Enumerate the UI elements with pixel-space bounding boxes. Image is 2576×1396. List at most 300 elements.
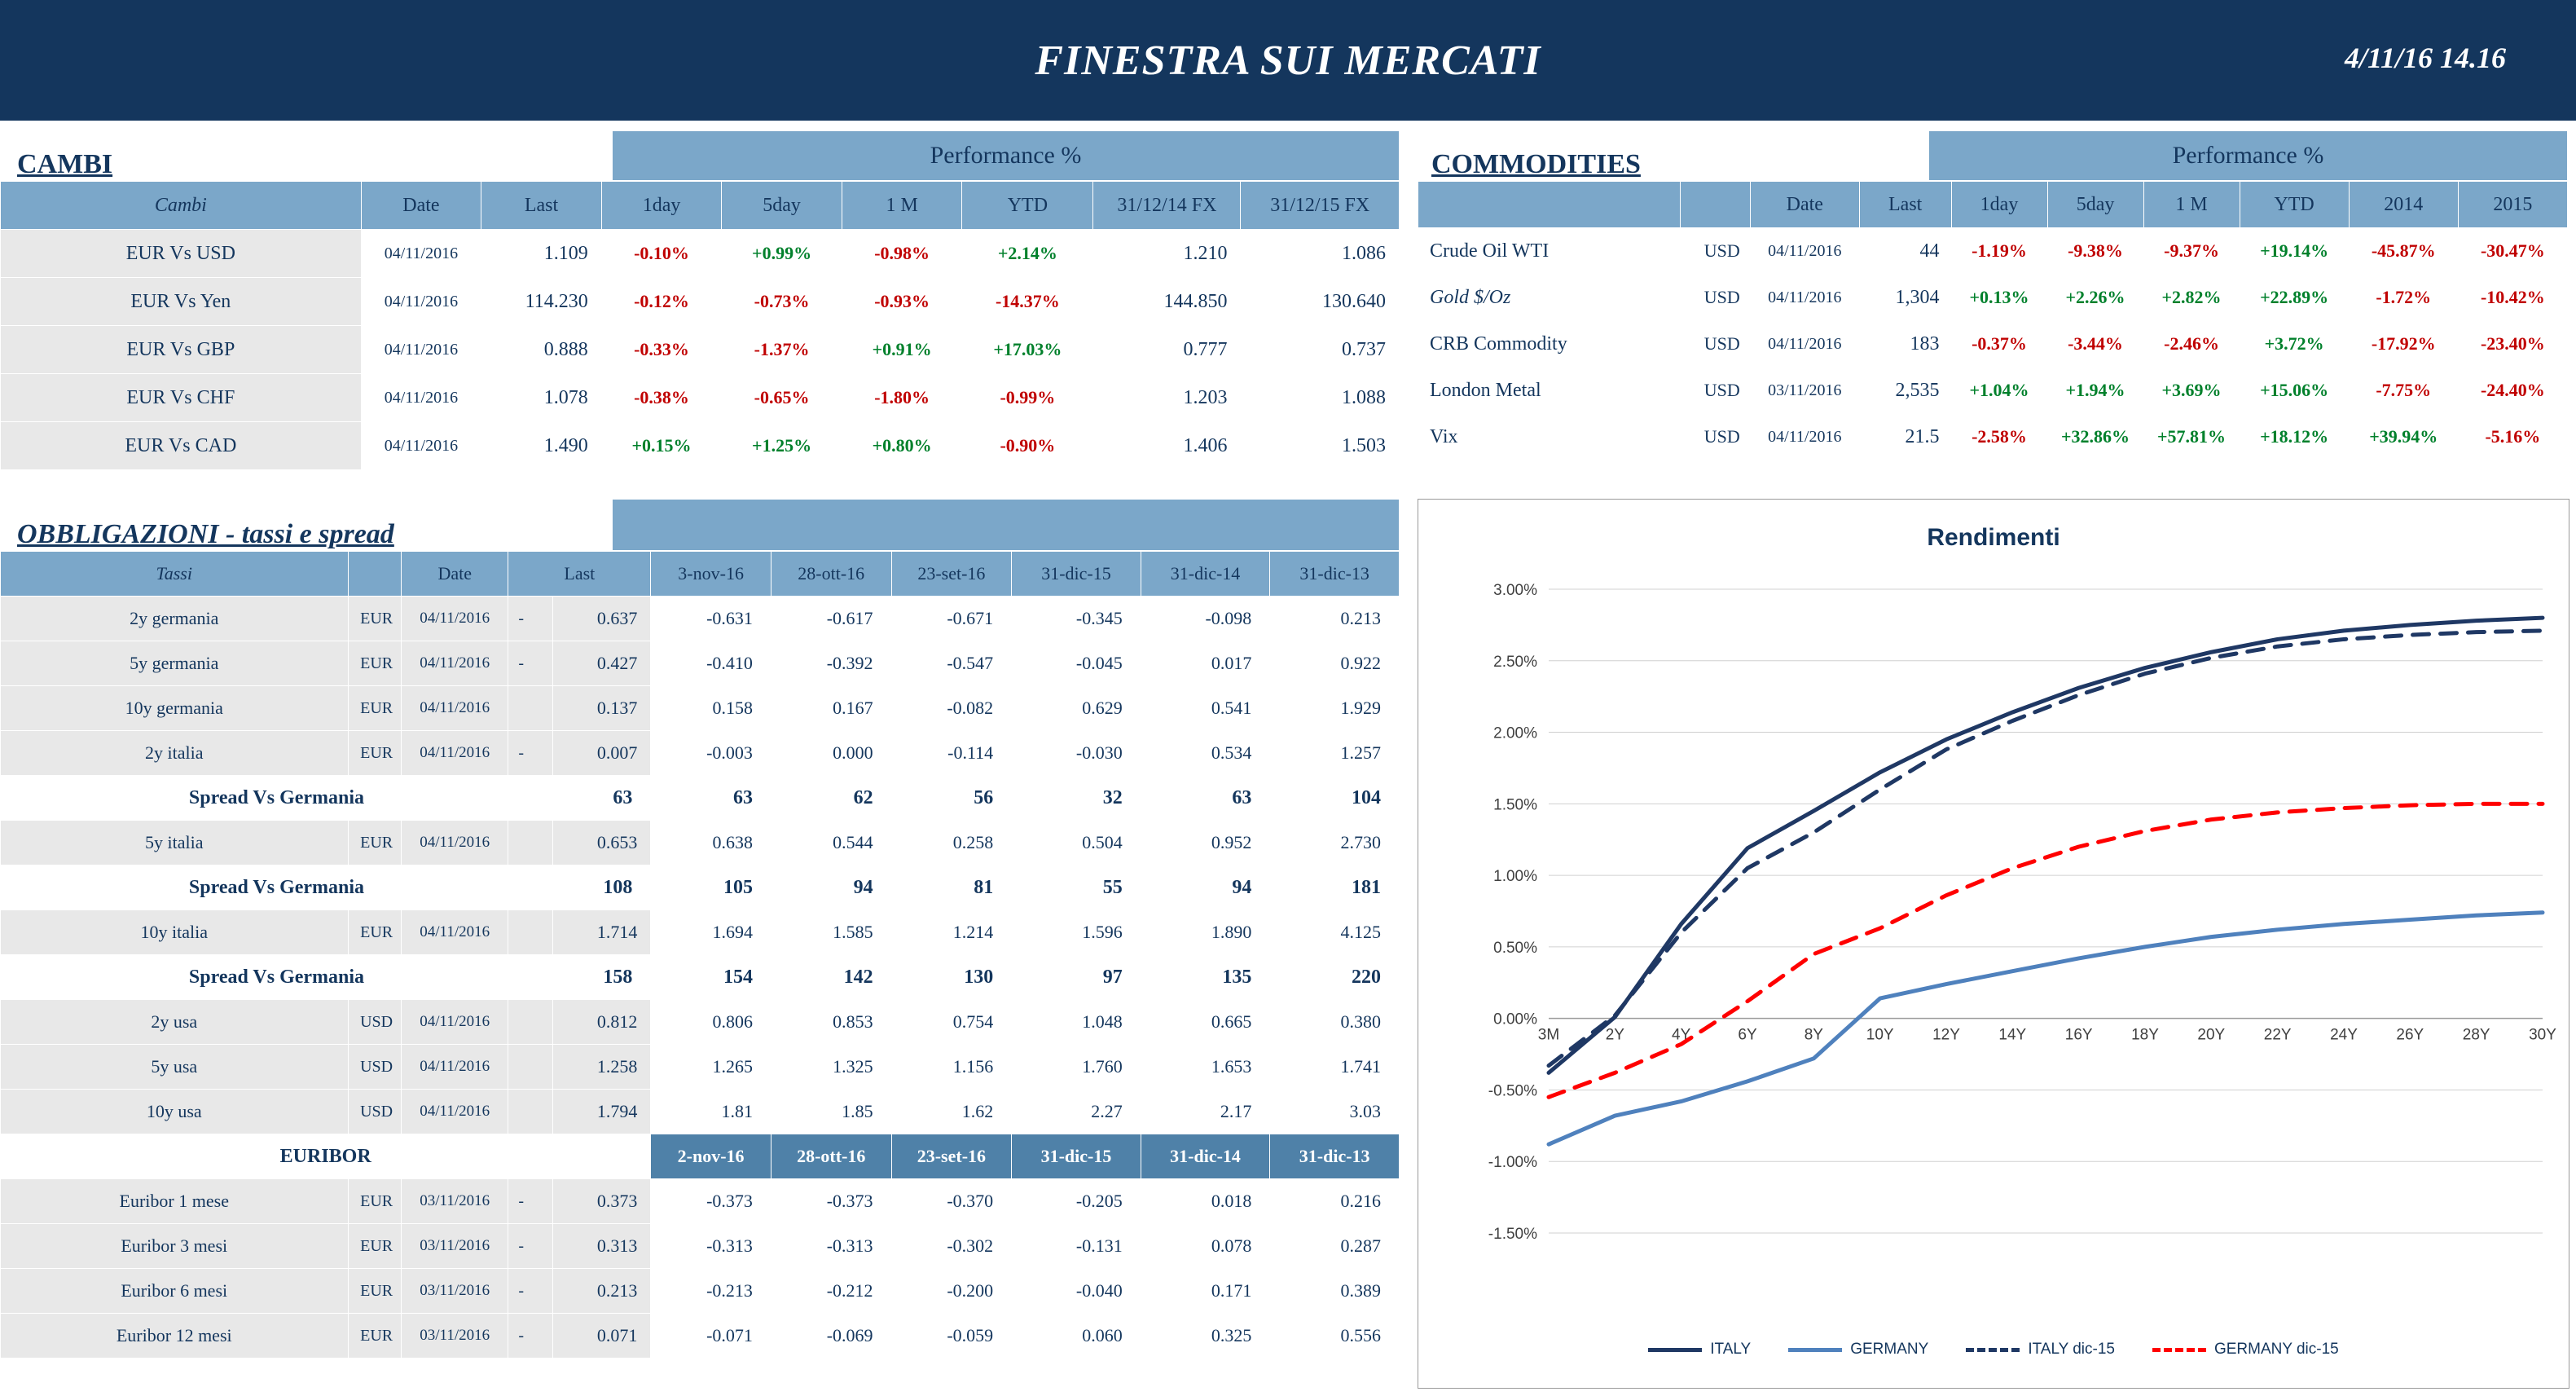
commodity-1m: +57.81% <box>2143 414 2240 460</box>
obb-row-sign: - <box>508 641 553 686</box>
cambi-row-1day: +0.15% <box>601 422 722 470</box>
obb-row-sign <box>508 1045 553 1090</box>
svg-text:-1.50%: -1.50% <box>1488 1226 1537 1243</box>
spread-c2: 142 <box>771 955 891 1000</box>
cambi-row-name: EUR Vs USD <box>1 230 362 278</box>
obb-col-c3: 23-set-16 <box>891 552 1012 597</box>
spread-c6: 220 <box>1270 955 1400 1000</box>
euribor-row-c1: -0.313 <box>651 1224 771 1269</box>
obb-row-c3: 1.156 <box>891 1045 1012 1090</box>
obb-col-c2: 28-ott-16 <box>771 552 891 597</box>
spread-c1: 63 <box>651 776 771 821</box>
euribor-row-date: 03/11/2016 <box>402 1269 508 1314</box>
euribor-row-sign: - <box>508 1179 553 1224</box>
cambi-row-fx14: 1.210 <box>1093 230 1241 278</box>
cambi-col-1m: 1 M <box>842 182 962 230</box>
commodity-ytd: +22.89% <box>2240 275 2349 321</box>
spread-c4: 55 <box>1012 865 1141 910</box>
legend-label-italy-dic15: ITALY dic-15 <box>2028 1341 2115 1358</box>
spread-c6: 181 <box>1270 865 1400 910</box>
page-title: FINESTRA SUI MERCATI <box>1035 37 1541 84</box>
obb-row-c5: 0.665 <box>1141 1000 1270 1045</box>
obb-row-cur: EUR <box>348 910 402 955</box>
obb-row-c5: 0.952 <box>1141 821 1270 865</box>
svg-text:-1.00%: -1.00% <box>1488 1154 1537 1172</box>
commodity-5day: -3.44% <box>2047 321 2143 368</box>
commodity-last: 1,304 <box>1859 275 1951 321</box>
cambi-row-ytd: -0.90% <box>962 422 1093 470</box>
commodity-2014: -45.87% <box>2349 228 2458 275</box>
obb-row-cur: USD <box>348 1045 402 1090</box>
cambi-row-date: 04/11/2016 <box>361 422 481 470</box>
obb-row-c1: -0.410 <box>651 641 771 686</box>
obb-row-c4: 1.760 <box>1012 1045 1141 1090</box>
commodity-1m: +2.82% <box>2143 275 2240 321</box>
euribor-row-c6: 0.216 <box>1270 1179 1400 1224</box>
obb-row-c4: -0.345 <box>1012 597 1141 641</box>
commodity-2015: -5.16% <box>2458 414 2567 460</box>
euribor-row-cur: EUR <box>348 1179 402 1224</box>
cambi-row-fx14: 1.406 <box>1093 422 1241 470</box>
commodity-name: CRB Commodity <box>1418 321 1681 368</box>
legend-swatch-germany <box>1788 1348 1842 1352</box>
obb-col-cur <box>348 552 402 597</box>
svg-text:22Y: 22Y <box>2263 1026 2292 1044</box>
commodity-2015: -30.47% <box>2458 228 2567 275</box>
euribor-title: EURIBOR <box>1 1134 651 1179</box>
cambi-row-1m: +0.80% <box>842 422 962 470</box>
euribor-row-date: 03/11/2016 <box>402 1179 508 1224</box>
cambi-header-row <box>1 182 1400 230</box>
commodities-col-last: Last <box>1859 182 1951 228</box>
cambi-row-name: EUR Vs CAD <box>1 422 362 470</box>
commodity-ytd: +3.72% <box>2240 321 2349 368</box>
legend-item-germany <box>1788 1341 1928 1359</box>
obb-row-c6: 1.741 <box>1270 1045 1400 1090</box>
obb-row-c1: 0.158 <box>651 686 771 731</box>
obb-col-c6: 31-dic-13 <box>1270 552 1400 597</box>
obb-row-c1: -0.631 <box>651 597 771 641</box>
euribor-row-c2: -0.313 <box>771 1224 891 1269</box>
obb-row-name: 5y usa <box>1 1045 349 1090</box>
svg-text:1.00%: 1.00% <box>1493 868 1537 886</box>
cambi-row-1m: +0.91% <box>842 326 962 374</box>
svg-text:12Y: 12Y <box>1932 1026 1960 1044</box>
obb-row-c1: 0.806 <box>651 1000 771 1045</box>
commodities-section <box>1418 130 2568 460</box>
commodity-2015: -10.42% <box>2458 275 2567 321</box>
obb-row-c3: 1.62 <box>891 1090 1012 1134</box>
euribor-col-4: 31-dic-15 <box>1012 1134 1141 1179</box>
legend-item-germany-dic15 <box>2152 1341 2339 1359</box>
legend-label-germany: GERMANY <box>1850 1341 1929 1358</box>
euribor-row-c1: -0.071 <box>651 1314 771 1359</box>
commodity-date: 04/11/2016 <box>1750 414 1859 460</box>
obb-row-c4: -0.030 <box>1012 731 1141 776</box>
commodity-1day: -1.19% <box>1951 228 2047 275</box>
obbligazioni-table <box>0 551 1400 1359</box>
cambi-row-1m: -0.93% <box>842 278 962 326</box>
cambi-row-1day: -0.10% <box>601 230 722 278</box>
commodity-1day: +1.04% <box>1951 368 2047 414</box>
commodity-currency: USD <box>1680 414 1750 460</box>
svg-text:0.00%: 0.00% <box>1493 1011 1537 1028</box>
commodities-col-date: Date <box>1750 182 1859 228</box>
cambi-col-last: Last <box>481 182 602 230</box>
spread-last: 63 <box>553 776 651 821</box>
commodity-ytd: +15.06% <box>2240 368 2349 414</box>
commodity-2014: -17.92% <box>2349 321 2458 368</box>
obb-row-cur: EUR <box>348 731 402 776</box>
legend-swatch-italy-dic15 <box>1966 1348 2020 1352</box>
obb-row-c5: 2.17 <box>1141 1090 1270 1134</box>
commodity-2014: -1.72% <box>2349 275 2458 321</box>
obb-row-date: 04/11/2016 <box>402 731 508 776</box>
obb-row-name: 10y italia <box>1 910 349 955</box>
euribor-row-date: 03/11/2016 <box>402 1314 508 1359</box>
obb-row-c1: 1.694 <box>651 910 771 955</box>
commodities-col-name <box>1418 182 1681 228</box>
cambi-row-ytd: +2.14% <box>962 230 1093 278</box>
obb-row-date: 04/11/2016 <box>402 1000 508 1045</box>
table-row <box>1 1224 1400 1269</box>
table-row-spread <box>1 955 1400 1000</box>
commodity-date: 04/11/2016 <box>1750 275 1859 321</box>
euribor-col-5: 31-dic-14 <box>1141 1134 1270 1179</box>
commodity-5day: -9.38% <box>2047 228 2143 275</box>
table-row <box>1 1045 1400 1090</box>
cambi-col-ytd: YTD <box>962 182 1093 230</box>
commodities-col-ytd: YTD <box>2240 182 2349 228</box>
obb-row-name: 5y germania <box>1 641 349 686</box>
cambi-col-fx14: 31/12/14 FX <box>1093 182 1241 230</box>
commodity-1day: -0.37% <box>1951 321 2047 368</box>
obb-row-cur: EUR <box>348 686 402 731</box>
obb-row-c2: 0.000 <box>771 731 891 776</box>
obb-row-c3: 0.754 <box>891 1000 1012 1045</box>
svg-text:1.50%: 1.50% <box>1493 796 1537 814</box>
obb-row-c6: 0.213 <box>1270 597 1400 641</box>
obb-row-name: 2y usa <box>1 1000 349 1045</box>
spread-label: Spread Vs Germania <box>1 955 553 1000</box>
euribor-row-c2: -0.373 <box>771 1179 891 1224</box>
commodity-last: 183 <box>1859 321 1951 368</box>
commodities-col-cur <box>1680 182 1750 228</box>
cambi-row-last: 1.109 <box>481 230 602 278</box>
obb-row-date: 04/11/2016 <box>402 597 508 641</box>
cambi-row-1day: -0.12% <box>601 278 722 326</box>
table-row <box>1 374 1400 422</box>
commodity-date: 04/11/2016 <box>1750 228 1859 275</box>
commodities-col-1m: 1 M <box>2143 182 2240 228</box>
obb-row-c6: 0.922 <box>1270 641 1400 686</box>
obb-row-c6: 4.125 <box>1270 910 1400 955</box>
obb-col-tassi: Tassi <box>1 552 349 597</box>
cambi-row-fx15: 130.640 <box>1241 278 1400 326</box>
commodity-last: 44 <box>1859 228 1951 275</box>
table-row <box>1418 321 2568 368</box>
cambi-row-ytd: +17.03% <box>962 326 1093 374</box>
table-row <box>1418 228 2568 275</box>
svg-text:2.00%: 2.00% <box>1493 724 1537 742</box>
obb-row-c1: 1.265 <box>651 1045 771 1090</box>
commodity-1m: -9.37% <box>2143 228 2240 275</box>
legend-swatch-germany-dic15 <box>2152 1348 2206 1352</box>
obb-col-c4: 31-dic-15 <box>1012 552 1141 597</box>
table-row <box>1 1090 1400 1134</box>
commodities-header-row <box>1418 182 2568 228</box>
euribor-row-c6: 0.556 <box>1270 1314 1400 1359</box>
svg-text:0.50%: 0.50% <box>1493 939 1537 957</box>
commodity-2014: +39.94% <box>2349 414 2458 460</box>
euribor-row-c3: -0.200 <box>891 1269 1012 1314</box>
euribor-row-c6: 0.389 <box>1270 1269 1400 1314</box>
obb-row-last: 0.637 <box>553 597 651 641</box>
obb-row-cur: USD <box>348 1090 402 1134</box>
commodity-1m: -2.46% <box>2143 321 2240 368</box>
cambi-row-1m: -0.98% <box>842 230 962 278</box>
cambi-row-fx14: 0.777 <box>1093 326 1241 374</box>
euribor-row-cur: EUR <box>348 1224 402 1269</box>
obb-row-c4: 2.27 <box>1012 1090 1141 1134</box>
cambi-row-5day: -0.65% <box>722 374 842 422</box>
obb-row-c3: -0.671 <box>891 597 1012 641</box>
cambi-row-fx14: 1.203 <box>1093 374 1241 422</box>
euribor-row-c5: 0.325 <box>1141 1314 1270 1359</box>
table-row <box>1 422 1400 470</box>
table-row <box>1 821 1400 865</box>
spread-label: Spread Vs Germania <box>1 865 553 910</box>
euribor-row-c4: 0.060 <box>1012 1314 1141 1359</box>
obb-row-c2: 0.853 <box>771 1000 891 1045</box>
obb-row-c4: 1.048 <box>1012 1000 1141 1045</box>
legend-label-germany-dic15: GERMANY dic-15 <box>2213 1341 2339 1358</box>
obbligazioni-section <box>0 499 1400 1359</box>
euribor-row-c5: 0.171 <box>1141 1269 1270 1314</box>
obb-row-date: 04/11/2016 <box>402 1090 508 1134</box>
euribor-row-name: Euribor 1 mese <box>1 1179 349 1224</box>
obb-row-c2: -0.392 <box>771 641 891 686</box>
obb-row-last: 0.812 <box>553 1000 651 1045</box>
obb-row-c3: -0.547 <box>891 641 1012 686</box>
obb-row-c3: 1.214 <box>891 910 1012 955</box>
obb-row-c5: 1.653 <box>1141 1045 1270 1090</box>
obb-row-c3: -0.082 <box>891 686 1012 731</box>
euribor-row-c1: -0.213 <box>651 1269 771 1314</box>
commodity-2014: -7.75% <box>2349 368 2458 414</box>
obbligazioni-top-bar <box>0 499 1400 551</box>
table-row <box>1 910 1400 955</box>
obb-row-c6: 1.929 <box>1270 686 1400 731</box>
cambi-row-name: EUR Vs GBP <box>1 326 362 374</box>
cambi-row-last: 114.230 <box>481 278 602 326</box>
euribor-row-name: Euribor 12 mesi <box>1 1314 349 1359</box>
obb-row-date: 04/11/2016 <box>402 821 508 865</box>
euribor-row-c4: -0.205 <box>1012 1179 1141 1224</box>
cambi-row-fx15: 0.737 <box>1241 326 1400 374</box>
obb-row-c1: 1.81 <box>651 1090 771 1134</box>
table-row <box>1 641 1400 686</box>
spread-c3: 56 <box>891 776 1012 821</box>
obb-row-c5: 0.541 <box>1141 686 1270 731</box>
obb-row-name: 2y germania <box>1 597 349 641</box>
cambi-col-5day: 5day <box>722 182 842 230</box>
cambi-row-5day: -0.73% <box>722 278 842 326</box>
obb-row-sign <box>508 686 553 731</box>
svg-text:30Y: 30Y <box>2529 1026 2556 1044</box>
commodities-col-5day: 5day <box>2047 182 2143 228</box>
euribor-row-c3: -0.059 <box>891 1314 1012 1359</box>
cambi-col-name: Cambi <box>1 182 362 230</box>
chart-legend <box>1418 1341 2569 1359</box>
euribor-row-c2: -0.212 <box>771 1269 891 1314</box>
yield-chart <box>1418 500 2569 1388</box>
svg-text:2Y: 2Y <box>1605 1026 1624 1044</box>
table-row <box>1 597 1400 641</box>
obb-row-c2: 1.85 <box>771 1090 891 1134</box>
table-row <box>1 1314 1400 1359</box>
table-row <box>1 230 1400 278</box>
obb-row-c4: 0.504 <box>1012 821 1141 865</box>
spread-c5: 135 <box>1141 955 1270 1000</box>
cambi-row-date: 04/11/2016 <box>361 278 481 326</box>
euribor-row-c6: 0.287 <box>1270 1224 1400 1269</box>
cambi-row-5day: +1.25% <box>722 422 842 470</box>
table-row <box>1 278 1400 326</box>
legend-label-italy: ITALY <box>1710 1341 1752 1358</box>
commodity-5day: +2.26% <box>2047 275 2143 321</box>
commodity-name: Vix <box>1418 414 1681 460</box>
commodity-2015: -23.40% <box>2458 321 2567 368</box>
spread-c1: 154 <box>651 955 771 1000</box>
table-row <box>1418 368 2568 414</box>
obb-row-c1: -0.003 <box>651 731 771 776</box>
commodity-currency: USD <box>1680 228 1750 275</box>
legend-swatch-italy <box>1648 1348 1702 1352</box>
obb-row-last: 0.007 <box>553 731 651 776</box>
svg-text:18Y: 18Y <box>2131 1026 2159 1044</box>
obb-row-c2: 0.167 <box>771 686 891 731</box>
table-row <box>1418 414 2568 460</box>
obb-row-last: 0.427 <box>553 641 651 686</box>
commodity-date: 04/11/2016 <box>1750 321 1859 368</box>
obb-row-sign <box>508 821 553 865</box>
commodity-ytd: +19.14% <box>2240 228 2349 275</box>
obb-row-last: 0.137 <box>553 686 651 731</box>
cambi-row-fx15: 1.088 <box>1241 374 1400 422</box>
obbligazioni-section-title: OBBLIGAZIONI - tassi e spread <box>17 519 394 549</box>
obb-row-name: 5y italia <box>1 821 349 865</box>
commodity-5day: +32.86% <box>2047 414 2143 460</box>
spread-c6: 104 <box>1270 776 1400 821</box>
euribor-row-c3: -0.302 <box>891 1224 1012 1269</box>
obb-col-c5: 31-dic-14 <box>1141 552 1270 597</box>
euribor-col-2: 28-ott-16 <box>771 1134 891 1179</box>
obb-row-c3: -0.114 <box>891 731 1012 776</box>
commodities-col-1day: 1day <box>1951 182 2047 228</box>
commodity-date: 03/11/2016 <box>1750 368 1859 414</box>
euribor-row-date: 03/11/2016 <box>402 1224 508 1269</box>
cambi-top-bar <box>0 130 1400 181</box>
obb-row-sign <box>508 910 553 955</box>
euribor-row-c4: -0.131 <box>1012 1224 1141 1269</box>
cambi-performance-title: Performance % <box>930 142 1082 169</box>
commodity-currency: USD <box>1680 368 1750 414</box>
cambi-row-ytd: -0.99% <box>962 374 1093 422</box>
commodity-name: Crude Oil WTI <box>1418 228 1681 275</box>
spread-c1: 105 <box>651 865 771 910</box>
table-row <box>1 1269 1400 1314</box>
commodity-1day: +0.13% <box>1951 275 2047 321</box>
svg-text:3M: 3M <box>1537 1026 1560 1044</box>
euribor-row-c5: 0.018 <box>1141 1179 1270 1224</box>
page-header <box>0 0 2576 121</box>
commodities-top-bar <box>1418 130 2568 181</box>
obb-row-cur: EUR <box>348 597 402 641</box>
spread-last: 108 <box>553 865 651 910</box>
euribor-row-last: 0.071 <box>553 1314 651 1359</box>
obb-row-sign <box>508 1090 553 1134</box>
svg-text:20Y: 20Y <box>2197 1026 2226 1044</box>
obb-row-c1: 0.638 <box>651 821 771 865</box>
obb-row-last: 0.653 <box>553 821 651 865</box>
svg-text:24Y: 24Y <box>2330 1026 2358 1044</box>
table-row <box>1 686 1400 731</box>
commodity-ytd: +18.12% <box>2240 414 2349 460</box>
cambi-col-fx15: 31/12/15 FX <box>1241 182 1400 230</box>
cambi-row-last: 1.078 <box>481 374 602 422</box>
svg-text:3.00%: 3.00% <box>1493 582 1537 599</box>
spread-c4: 32 <box>1012 776 1141 821</box>
euribor-row-c5: 0.078 <box>1141 1224 1270 1269</box>
table-row-spread <box>1 776 1400 821</box>
obb-row-c6: 1.257 <box>1270 731 1400 776</box>
euribor-row-c4: -0.040 <box>1012 1269 1141 1314</box>
cambi-row-name: EUR Vs Yen <box>1 278 362 326</box>
svg-text:14Y: 14Y <box>1998 1026 2027 1044</box>
cambi-row-fx15: 1.503 <box>1241 422 1400 470</box>
spread-last: 158 <box>553 955 651 1000</box>
commodities-table <box>1418 181 2568 460</box>
cambi-row-date: 04/11/2016 <box>361 230 481 278</box>
commodities-performance-title: Performance % <box>2172 142 2324 169</box>
euribor-col-1: 2-nov-16 <box>651 1134 771 1179</box>
obb-row-cur: EUR <box>348 821 402 865</box>
table-row <box>1418 275 2568 321</box>
obb-row-name: 10y germania <box>1 686 349 731</box>
cambi-section <box>0 130 1400 470</box>
obb-row-sign: - <box>508 731 553 776</box>
svg-text:6Y: 6Y <box>1738 1026 1757 1044</box>
euribor-row-cur: EUR <box>348 1269 402 1314</box>
cambi-section-title: CAMBI <box>17 149 113 179</box>
commodities-col-2014: 2014 <box>2349 182 2458 228</box>
cambi-row-5day: +0.99% <box>722 230 842 278</box>
obb-row-c2: 1.325 <box>771 1045 891 1090</box>
obb-row-c4: 1.596 <box>1012 910 1141 955</box>
euribor-row-last: 0.313 <box>553 1224 651 1269</box>
svg-text:4Y: 4Y <box>1672 1026 1691 1044</box>
cambi-row-date: 04/11/2016 <box>361 326 481 374</box>
obb-row-c5: -0.098 <box>1141 597 1270 641</box>
cambi-row-last: 1.490 <box>481 422 602 470</box>
chart-title: Rendimenti <box>1927 524 2060 551</box>
obb-row-date: 04/11/2016 <box>402 1045 508 1090</box>
commodity-currency: USD <box>1680 321 1750 368</box>
obb-row-name: 10y usa <box>1 1090 349 1134</box>
spread-c5: 94 <box>1141 865 1270 910</box>
cambi-row-date: 04/11/2016 <box>361 374 481 422</box>
